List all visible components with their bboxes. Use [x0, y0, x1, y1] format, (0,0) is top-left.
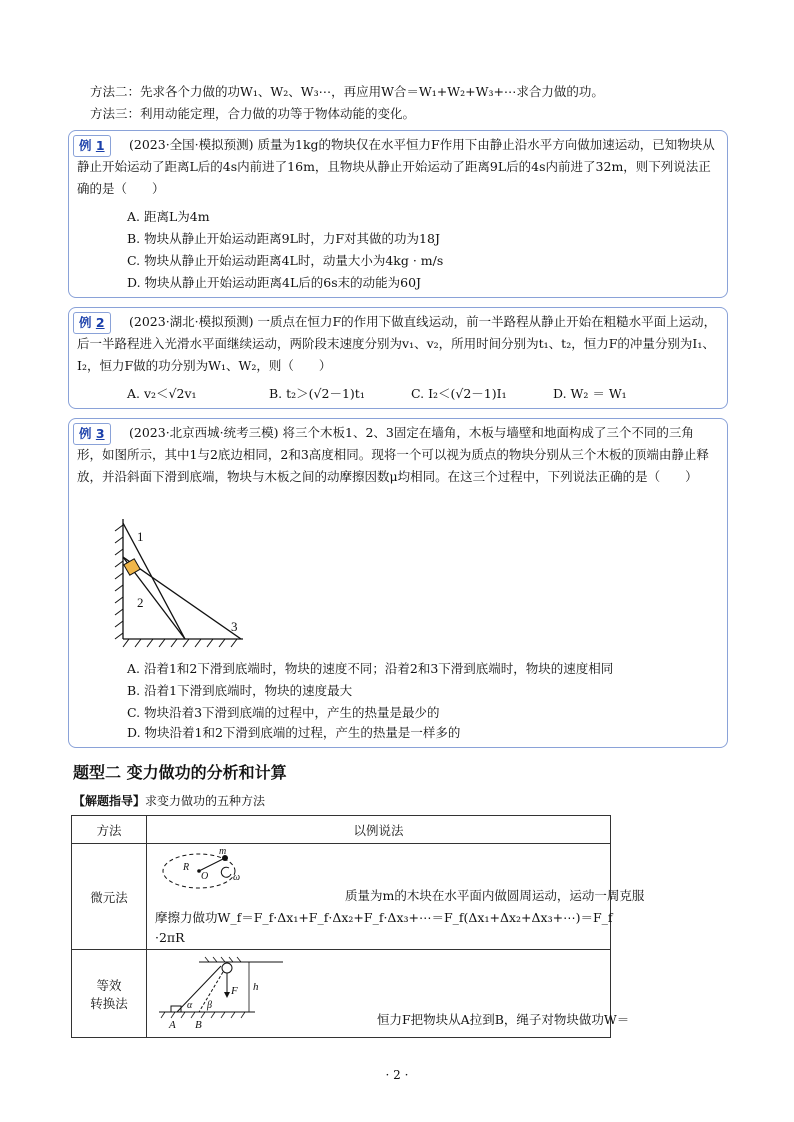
example-3-badge: 例 3 — [73, 423, 111, 445]
center-label: O — [201, 871, 209, 882]
example-3-box — [68, 418, 728, 748]
example-3-option-d: D. 物块沿着1和2下滑到底端的过程，产生的热量是一样多的 — [127, 725, 461, 740]
alpha-label: α — [187, 1000, 193, 1011]
height-label: h — [253, 981, 259, 993]
section-heading: 题型二 变力做功的分析和计算 — [73, 763, 287, 782]
board-label-3: 3 — [231, 619, 238, 634]
example-1-box — [68, 130, 728, 298]
solution-guide — [73, 792, 265, 809]
micro-element-cell — [147, 844, 645, 950]
example-2-option-c: C. I₂＜(√2－1)I₁ — [411, 386, 507, 401]
example-2-box — [68, 307, 728, 409]
methods-table — [71, 815, 645, 1038]
example-3-option-c: C. 物块沿着3下滑到底端的过程中，产生的热量是最少的 — [127, 705, 440, 720]
mass-label: m — [219, 846, 227, 857]
micro-element-text-2: 摩擦力做功W_f＝F_f·Δx₁+F_f·Δx₂+F_f·Δx₃+⋯＝F_f(Δx₁+Δx₂+Δx₃+⋯)＝F_f — [155, 910, 613, 925]
table-header-example: 以例说法 — [147, 816, 611, 844]
example-1-option-a: A. 距离L为4m — [127, 209, 210, 224]
guide-text: 求变力做功的五种方法 — [145, 794, 266, 808]
example-2-option-a: A. v₂＜√2v₁ — [127, 386, 197, 401]
force-label: F — [231, 985, 238, 997]
radius-label: R — [183, 862, 190, 873]
example-1-question: (2023·全国·模拟预测) 质量为1kg的物块仅在水平恒力F作用下由静止沿水平方向做加速运动，已知物块从静止开始运动了距离L后的4s内前进了16m，且物块从静止开始运动了距离9L后的4s内前进了32m，则下列说法正确的是（ ） — [77, 137, 715, 196]
equivalent-conversion-text: 恒力F把物块从A拉到B，绳子对物块做功W＝ — [377, 1012, 630, 1027]
method-line-1: 等效 — [96, 977, 122, 993]
board-label-1: 1 — [137, 529, 144, 544]
micro-element-text-3: ·2πR — [155, 930, 185, 945]
method-micro-element: 微元法 — [72, 844, 147, 950]
table-row — [72, 844, 611, 950]
method3-line: 方法三：利用动能定理，合力做的功等于物体动能的变化。 — [90, 106, 416, 121]
example-2-question: (2023·湖北·模拟预测) 一质点在恒力F的作用下做直线运动，前一半路程从静止开始在粗糙水平面上运动，后一半路程进入光滑水平面继续运动，两阶段末速度分别为v₁、v₂，所用时间分别为t₁、t₂，恒力F的冲量分别为I₁、I₂，恒力F做的功分别为W₁、W₂，则（ ） — [77, 314, 717, 373]
page-number: · 2 · — [385, 1068, 409, 1082]
omega-label: ω — [233, 872, 241, 883]
example-1-badge: 例 1 — [73, 135, 111, 157]
example-1-option-d: D. 物块从静止开始运动距离4L后的6s末的动能为60J — [127, 275, 422, 290]
micro-element-text-1: 质量为m的木块在水平面内做圆周运动，运动一周克服 — [345, 888, 645, 903]
point-a-label: A — [169, 1019, 176, 1031]
example-1-option-c: C. 物块从静止开始运动距离4L时，动量大小为4kg · m/s — [127, 253, 444, 268]
point-b-label: B — [195, 1019, 202, 1031]
incline-boards-figure — [113, 517, 263, 652]
board-label-2: 2 — [137, 595, 144, 610]
beta-label: β — [207, 1000, 212, 1011]
method-equivalent-conversion — [72, 950, 147, 1038]
method-line-2: 转换法 — [90, 995, 128, 1011]
example-2-badge: 例 2 — [73, 312, 111, 334]
example-2-option-d: D. W₂ ＝ W₁ — [553, 386, 627, 401]
pulley-figure — [159, 954, 289, 1034]
table-header-method: 方法 — [72, 816, 147, 844]
table-row — [72, 950, 611, 1038]
method2-line: 方法二：先求各个力做的功W₁、W₂、W₃⋯，再应用W合＝W₁+W₂+W₃+⋯求合力做的功。 — [90, 84, 604, 99]
example-2-option-b: B. t₂＞(√2－1)t₁ — [269, 386, 365, 401]
example-3-question: (2023·北京西城·统考三模) 将三个木板1、2、3固定在墙角，木板与墙壁和地面构成了三个不同的三角形，如图所示，其中1与2底边相同，2和3高度相同。现将一个可以视为质点的物块分别从三个木板的顶端由静止释放，并沿斜面下滑到底端，物块与木板之间的动摩擦因数μ均相同。在这三个过程中，下列说法正确的是（ ） — [77, 425, 709, 484]
example-1-option-b: B. 物块从静止开始运动距离9L时，力F对其做的功为18J — [127, 231, 440, 246]
circular-motion-figure — [159, 846, 247, 894]
guide-tag: 【解题指导】 — [73, 794, 146, 808]
equivalent-conversion-cell — [147, 950, 630, 1038]
example-3-option-a: A. 沿着1和2下滑到底端时，物块的速度不同；沿着2和3下滑到底端时，物块的速度相同 — [127, 661, 614, 676]
example-3-option-b: B. 沿着1下滑到底端时，物块的速度最大 — [127, 683, 353, 698]
